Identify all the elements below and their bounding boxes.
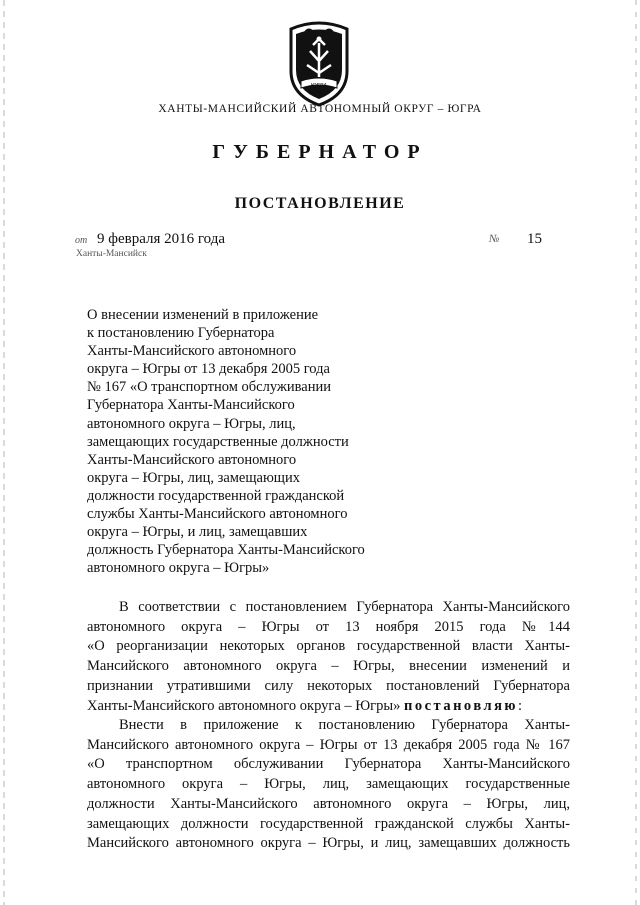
paragraph-line: замещающих должности государственной гражданской службы Ханты- xyxy=(87,815,570,832)
subject-line: О внесении изменений в приложение xyxy=(87,307,319,323)
paragraph-line: Мансийского автономного округа – Югры, внесении изменений и xyxy=(87,658,570,675)
document-date: 9 февраля 2016 года xyxy=(96,231,226,247)
subject-line: Ханты-Мансийского автономного xyxy=(87,451,297,468)
resolve-keyword: постановляю xyxy=(403,697,519,714)
coat-of-arms-emblem xyxy=(283,21,355,107)
document-type: ПОСТАНОВЛЕНИЕ xyxy=(234,195,406,212)
subject-line: должности государственной гражданской xyxy=(87,487,345,504)
paragraph-line: автономного округа – Югры от 13 ноября 2015 года №144 xyxy=(87,618,570,635)
paragraph-line: «О реорганизации некоторых органов государственной власти Ханты- xyxy=(87,638,570,655)
city-of-issue: Ханты-Мансийск xyxy=(76,249,147,259)
number-prefix: № xyxy=(489,233,500,245)
keyword-colon: : xyxy=(518,697,523,714)
operative-paragraph xyxy=(87,716,570,854)
subject-line: к постановлению Губернатора xyxy=(87,325,275,342)
date-prefix: от xyxy=(75,235,88,246)
subject-line: автономного округа – Югры» xyxy=(87,560,270,577)
emblem-banner-text: ЮГРА xyxy=(310,83,328,89)
subject-line: автономного округа – Югры, лиц, xyxy=(87,415,296,432)
paragraph-line: Внести в приложение к постановлению Губернатора Ханты- xyxy=(119,717,570,733)
scan-edge-right xyxy=(635,0,637,905)
paragraph-line: В соответствии с постановлением Губернатора Ханты-Мансийского xyxy=(119,599,570,615)
subject-line: замещающих государственные должности xyxy=(87,433,349,450)
paragraph-line: признании утратившими силу некоторых постановлений Губернатора xyxy=(87,677,570,694)
paragraph-line: автономного округа – Югры, лиц, замещающих государственные xyxy=(87,776,570,793)
region-title: ХАНТЫ-МАНСИЙСКИЙ АВТОНОМНЫЙ ОКРУГ – ЮГРА xyxy=(158,103,482,115)
subject-line: № 167 «О транспортном обслуживании xyxy=(87,379,332,396)
paragraph-line: должности Ханты-Мансийского автономного округа – Югры, лиц, xyxy=(87,795,570,812)
paragraph-last-line xyxy=(87,697,570,717)
subject-line: Губернатора Ханты-Мансийского xyxy=(87,397,295,414)
preamble-paragraph xyxy=(87,598,570,716)
document-subject xyxy=(87,306,387,577)
governor-title: ГУБЕРНАТОР xyxy=(212,141,428,163)
date-number-row xyxy=(75,231,555,251)
paragraph-text: Ханты-Мансийского автономного округа – Югры» xyxy=(87,697,401,714)
subject-line: округа – Югры, лиц, замещающих xyxy=(87,469,300,486)
paragraph-line: Мансийского автономного округа – Югры, и лиц, замещавших должность xyxy=(87,835,570,852)
subject-line: округа – Югры от 13 декабря 2005 года xyxy=(87,361,330,378)
subject-line: службы Ханты-Мансийского автономного xyxy=(87,506,348,523)
paragraph-line: Мансийского автономного округа – Югры от 13 декабря 2005 года № 167 xyxy=(87,736,570,753)
subject-line: должность Губернатора Ханты-Мансийского xyxy=(87,542,365,559)
subject-line: Ханты-Мансийского автономного xyxy=(87,343,297,360)
scan-edge-left xyxy=(3,0,5,905)
paragraph-line: «О транспортном обслуживании Губернатора Ханты-Мансийского xyxy=(87,756,570,773)
subject-line: округа – Югры, и лиц, замещавших xyxy=(87,524,308,541)
document-number: 15 xyxy=(527,231,542,247)
